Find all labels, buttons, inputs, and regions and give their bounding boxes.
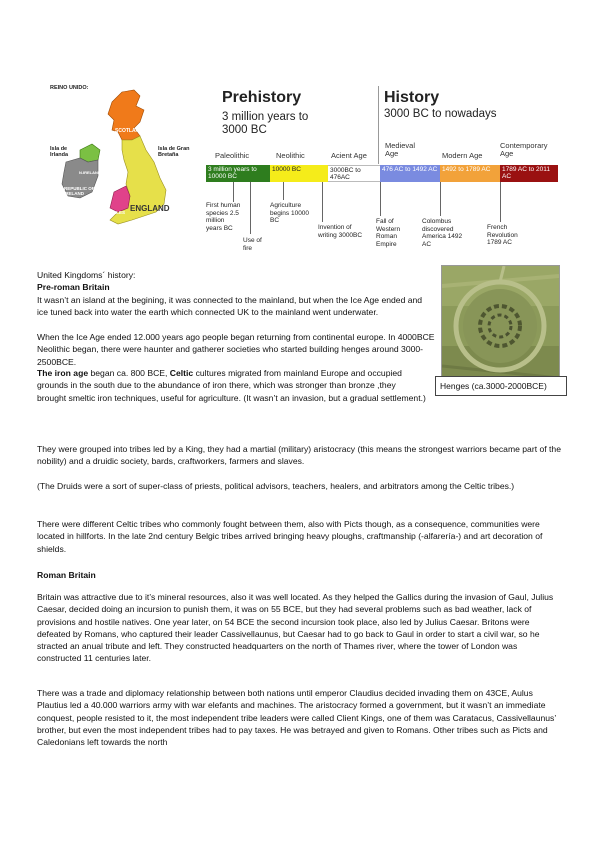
- bar-acient-age: 3000BC to 476AC: [328, 165, 380, 182]
- region-england: ENGLAND: [130, 204, 170, 213]
- region-scotland: SCOTLAND: [115, 128, 143, 134]
- doc-title: United Kingdoms´ history:: [37, 270, 136, 280]
- bar-modern-age: 1492 to 1789 AC: [440, 165, 500, 182]
- iron-age-text: began ca. 800 BCE,: [88, 368, 170, 378]
- event-line: [283, 182, 284, 200]
- paragraph-3: [37, 367, 427, 404]
- uk-map: [48, 80, 198, 260]
- label-ireland: Isla de Irlanda: [50, 146, 69, 158]
- bar-neolithic: 10000 BC: [270, 165, 328, 182]
- paragraph-1: It wasn’t an island at the begining, it was connected to the mainland, but when the Ice Age ended and ice tuned back into water the earth which connected UK to the mainland went underwater.: [37, 295, 423, 318]
- event-colombus: Colombus discovered America 1492 AC: [422, 218, 463, 248]
- paragraph-4: They were grouped into tribes led by a King, they had a martial (military) aristocracy (this means the strongest warriors became part of the nobility) and a druidic society, bards, craftworkers, farmers and slaves.: [37, 444, 561, 467]
- region-wales: WALES: [109, 210, 126, 215]
- paragraph-2: When the Ice Age ended 12.000 years ago people began returning from continental europe. In 4000BCE Neolithic began, there were haunter and gatherer societies who started building henges around 3000-2500BCE.: [37, 332, 435, 367]
- uk-map-graphic: [48, 80, 198, 260]
- history-subtitle: 3000 BC to nowadays: [384, 108, 497, 120]
- henges-photo: [441, 265, 560, 387]
- paragraph-7: Britain was attractive due to it’s mineral resources, also it was well located. As they helped the Gallics during the invasion of Gaul, Julius Caesar, decided doing an incursion to punish them, it was on 55 BCE, but they had several problems such as bad weather, lack of provisions and hostile natives. One year later, on 54 BCE the second incursion took place, also led by Julius Caesar. Britons were defeated by Romans, who captured their leader Cassivellaunus, but Caesar had to go back to Gaul in order to start a civil war, so he stracted an anual tribute and left. They constructed headquarters on the north of Thames river, where the tower of London was constructed 11 centuries later.: [37, 592, 554, 664]
- paragraph-6: There were different Celtic tribes who commonly fought between them, also with Picts though, as a consequence, communities were located in hillforts. In the late 2nd century Belgic tribes arrived bringing heavy ploughs, craftmanship (-alfarería-) and art decoration of shields.: [37, 519, 543, 554]
- event-line: [322, 182, 323, 222]
- history-divider: [378, 86, 379, 164]
- era-paleolithic: Paleolithic: [215, 151, 250, 160]
- region-northern-ireland: N.IRELAND: [79, 170, 101, 175]
- event-line: [250, 182, 251, 234]
- era-acient-age: Acient Age: [331, 151, 367, 160]
- event-line: [380, 182, 381, 216]
- bar-paleolithic: 3 million years to 10000 BC: [206, 165, 270, 182]
- event-fire: Use of fire: [243, 237, 262, 252]
- bar-contemporary-age: 1789 AC to 2011 AC: [500, 165, 558, 182]
- celtic-bold: Celtic: [169, 368, 194, 378]
- henges-caption: Henges (ca.3000-2000BCE): [440, 381, 547, 391]
- section-pre-roman: Pre-roman Britain: [37, 282, 110, 292]
- event-french-revolution: French Revolution 1789 AC: [487, 224, 518, 246]
- event-writing: Invention of writing 3000BC: [318, 224, 363, 239]
- bar-medieval-age: 476 AC to 1492 AC: [380, 165, 440, 182]
- era-medieval-age: Medieval Age: [385, 141, 416, 158]
- era-modern-age: Modern Age: [442, 151, 483, 160]
- paragraph-8: There was a trade and diplomacy relationship between both nations until emperor Claudius decided invading them on 43CE, Aulus Plautius led a 40.000 warriors army with war elefants and machines. The aristocracy formed a government, but it wasn’t an immediate conquest, people resisted to it, the most independent tribe leaders were called Client Kings, one of them was Caratacus, Cassivellaunus’ brother, but even the most independent tribes had to pay taxes. He was betrayed and given to Romans. Other tribes such as Picts and Caledonians left towards the north: [37, 688, 556, 748]
- prehistory-subtitle: 3 million years to 3000 BC: [222, 111, 309, 136]
- section-roman: Roman Britain: [37, 570, 96, 580]
- map-title: REINO UNIDO:: [50, 85, 89, 91]
- henges-photo-graphic: [442, 266, 559, 386]
- event-line: [440, 182, 441, 216]
- henges-caption-box: [435, 376, 567, 396]
- history-title: History: [384, 89, 440, 106]
- event-agriculture: Agriculture begins 10000 BC: [270, 202, 310, 224]
- iron-age-bold: The iron age: [37, 368, 89, 378]
- event-line: [500, 182, 501, 222]
- paragraph-5: (The Druids were a sort of super-class of priests, political advisors, teachers, healers, and arbitrators among the Celtic tribes.): [37, 481, 515, 491]
- era-neolithic: Neolithic: [276, 151, 305, 160]
- prehistory-title: Prehistory: [222, 89, 302, 106]
- event-line: [233, 182, 234, 202]
- era-contemporary-age: Contemporary Age: [500, 141, 548, 158]
- label-britain: Isla de Gran Bretaña: [158, 146, 190, 158]
- event-fall-rome: Fall of Western Roman Empire: [376, 218, 401, 248]
- region-republic-ireland: REPUBLIC OF IRELAND: [64, 186, 95, 196]
- iron-age-rest: cultures migrated from mainland Europe and occupied grounds in the south due to the abundance of iron there, which was stronger than bronze ,they brought smeltic iron techniques, useful for agriculture. (It wasn’t an invasion, but a gradual settlement.): [37, 368, 426, 403]
- event-first-human: First human species 2.5 million years BC: [206, 202, 241, 232]
